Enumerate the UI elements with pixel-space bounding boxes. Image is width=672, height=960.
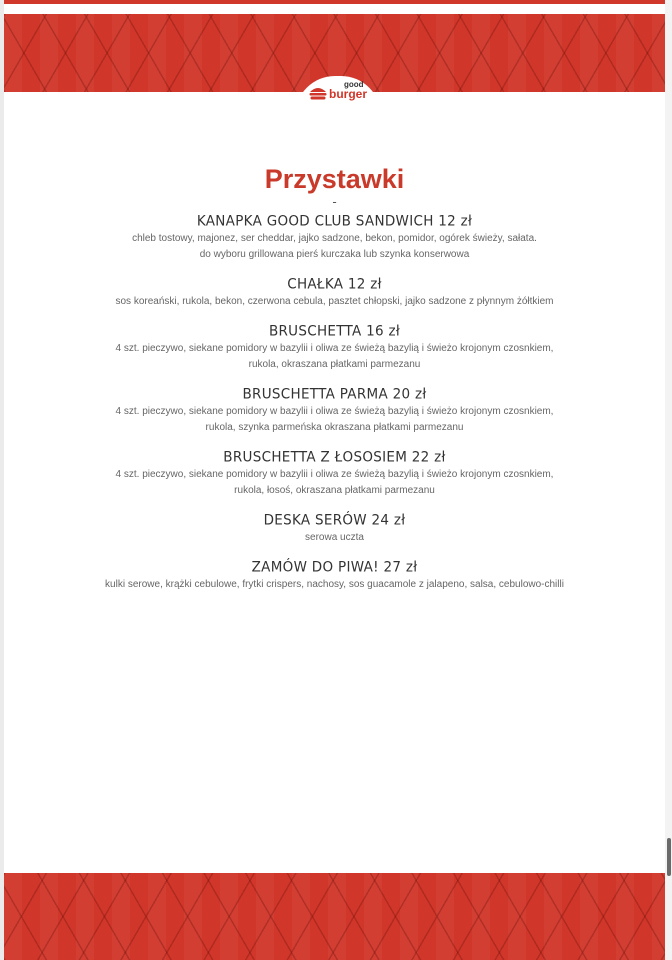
menu-item-description: chleb tostowy, majonez, ser cheddar, jajko sadzone, bekon, pomidor, ogórek świeży, sałata. (132, 233, 537, 244)
scrollbar-thumb[interactable] (667, 838, 671, 876)
menu-item-description: rukola, szynka parmeńska okraszana płatkami parmezanu (205, 422, 464, 433)
vertical-scrollbar[interactable] (665, 0, 672, 960)
menu-item-name: BRUSCHETTA Z ŁOSOSIEM 22 zł (223, 448, 446, 466)
good-burger-logo (304, 80, 374, 104)
menu-item-name: BRUSCHETTA PARMA 20 zł (242, 385, 427, 403)
menu-item-description: kulki serowe, krążki cebulowe, frytki crispers, nachosy, sos guacamole z jalapeno, salsa, cebulowo-chilli (105, 579, 564, 590)
title-separator: - (332, 194, 337, 209)
menu-item-name: DESKA SERÓW 24 zł (263, 511, 406, 529)
menu-item-description: rukola, okraszana płatkami parmezanu (248, 359, 421, 370)
menu-item-description: rukola, łosoś, okraszana płatkami parmezanu (234, 485, 435, 496)
logo-word-burger: burger (329, 87, 368, 101)
menu-item (4, 510, 665, 546)
menu-item-description: serowa uczta (305, 532, 364, 543)
menu-item-name: BRUSCHETTA 16 zł (268, 322, 401, 340)
menu-item (4, 274, 665, 310)
menu-item (4, 211, 665, 263)
menu-item-name: KANAPKA GOOD CLUB SANDWICH 12 zł (196, 212, 473, 230)
menu-item-description: 4 szt. pieczywo, siekane pomidory w bazylii i oliwa ze świeżą bazylią i świeżo krojonym czosnkiem, (115, 343, 554, 354)
logo-word-good: good (344, 80, 364, 89)
section-title: Przystawki (264, 164, 405, 194)
menu-page (4, 0, 665, 960)
footer-pattern-band (4, 873, 665, 960)
menu-item (4, 384, 665, 436)
menu-content (4, 162, 665, 593)
top-edge-strip (4, 0, 665, 4)
menu-item (4, 321, 665, 373)
menu-item (4, 447, 665, 499)
menu-item-name: ZAMÓW DO PIWA! 27 zł (251, 558, 418, 576)
menu-item-description: do wyboru grillowana pierś kurczaka lub szynka konserwowa (199, 249, 470, 260)
menu-item-description: sos koreański, rukola, bekon, czerwona cebula, pasztet chłopski, jajko sadzone z płynnym żółtkiem (115, 296, 554, 307)
menu-item-name: CHAŁKA 12 zł (287, 275, 382, 293)
menu-item (4, 557, 665, 593)
menu-item-description: 4 szt. pieczywo, siekane pomidory w bazylii i oliwa ze świeżą bazylią i świeżo krojonym czosnkiem, (115, 406, 554, 417)
burger-icon (308, 85, 328, 101)
menu-item-description: 4 szt. pieczywo, siekane pomidory w bazylii i oliwa ze świeżą bazylią i świeżo krojonym czosnkiem, (115, 469, 554, 480)
